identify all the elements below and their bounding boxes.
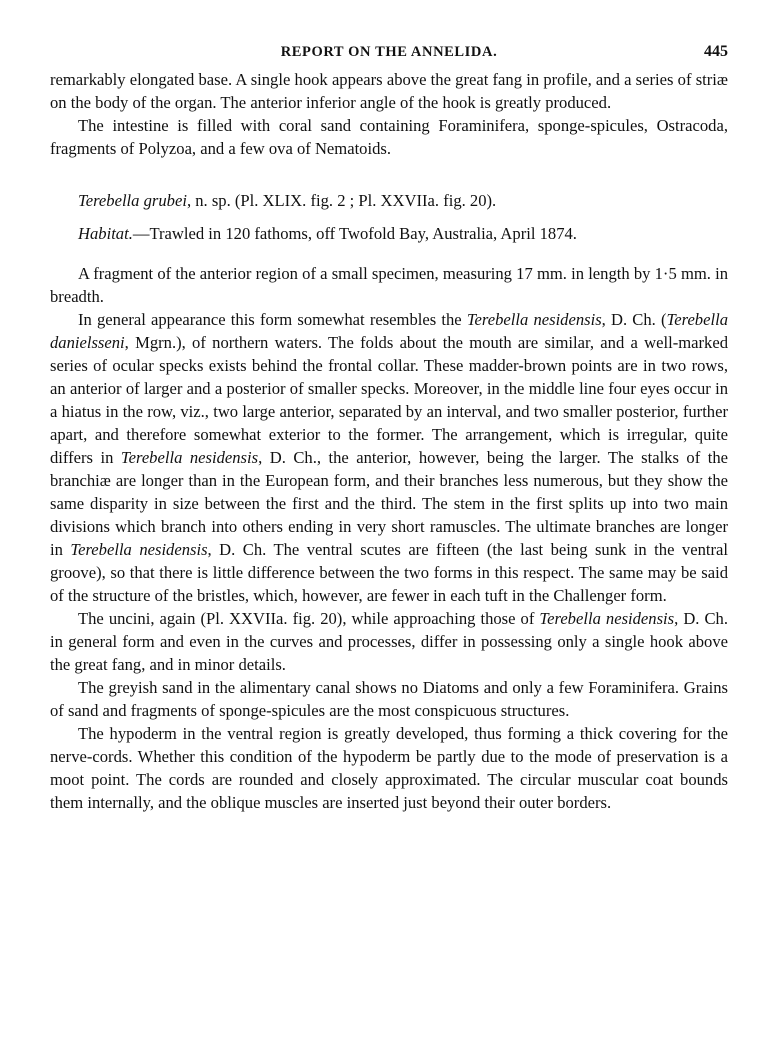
paragraph-appearance — [50, 308, 728, 607]
species-name: Terebella grubei — [78, 191, 187, 210]
species-ref: Terebella nesidensis — [120, 448, 259, 467]
paragraph-intestine: The intestine is filled with coral sand containing Foraminifera, sponge-spicules, Ostracoda, fragments of Polyzoa, and a few ova of Nematoids. — [50, 116, 728, 158]
species-ref: Terebella nesidensis — [70, 540, 208, 559]
text-run: In general appearance this form somewhat resembles the — [78, 310, 467, 329]
habitat-line — [50, 222, 728, 245]
running-title: REPORT ON THE ANNELIDA. — [280, 44, 498, 60]
habitat-label: Habitat. — [78, 224, 133, 243]
species-ref: Terebella danielsseni — [50, 310, 728, 352]
habitat-text: —Trawled in 120 fathoms, off Twofold Bay, Australia, April 1874. — [132, 224, 577, 243]
species-reference: , n. sp. (Pl. XLIX. fig. 2 ; Pl. XXVIIa. fig. 20). — [186, 191, 497, 210]
text-run: , D. Ch., the anterior, however, being the larger. The stalks of the branchiæ are longer than in the European form, and their branches less numerous, but they show the same disparity in size between the first and the third. The stem in the first splits up into two main divisions which branch into others ending in very short ramuscles. The ultimate branches are longer in — [50, 448, 729, 559]
running-header — [50, 44, 728, 68]
species-ref: Terebella nesidensis — [539, 609, 675, 628]
text-run: The uncini, again (Pl. XXVIIa. fig. 20), while approaching those of — [78, 609, 540, 628]
page-body — [50, 68, 728, 814]
text-run: , D. Ch. in general form and even in the curves and processes, differ in possessing only a single hook above the great fang, and in minor details. — [50, 609, 728, 674]
species-heading — [50, 189, 728, 212]
page-number: 445 — [704, 43, 728, 60]
text-run: , D. Ch. The ventral scutes are fifteen (the last being sunk in the ventral groove), so that there is little difference between the two forms in this respect. The same may be said of the structure of the bristles, which, however, are fewer in each tuft in the Challenger form. — [50, 540, 728, 605]
paragraph-fragment: A fragment of the anterior region of a small specimen, measuring 17 mm. in length by 1·5 mm. in breadth. — [50, 264, 728, 306]
text-run: , Mgrn.), of northern waters. The folds about the mouth are similar, and a well-marked series of ocular specks exists behind the frontal collar. These madder-brown points are in two rows, an anterior of larger and a posterior of smaller specks. Moreover, in the middle line four eyes occur in a hiatus in the row, viz., two large anterior, separated by an interval, and two smaller posterior, further apart, and therefore somewhat exterior to the former. The arrangement, which is irregular, quite differs in — [50, 333, 728, 467]
species-ref: Terebella nesidensis — [466, 310, 602, 329]
paragraph-sand: The greyish sand in the alimentary canal shows no Diatoms and only a few Foraminifera. Grains of sand and fragments of sponge-spicules are the most conspicuous structures. — [50, 678, 728, 720]
paragraph-continuation: remarkably elongated base. A single hook appears above the great fang in profile, and a series of striæ on the body of the organ. The anterior inferior angle of the hook is greatly produced. — [50, 70, 728, 112]
text-run: , D. Ch. ( — [601, 310, 667, 329]
paragraph-uncini — [50, 607, 728, 676]
paragraph-hypoderm: The hypoderm in the ventral region is greatly developed, thus forming a thick covering for the nerve-cords. Whether this condition of the hypoderm be partly due to the mode of preservation is a moot point. The cords are rounded and closely approximated. The circular muscular coat bounds them internally, and the oblique muscles are inserted just beyond their outer borders. — [50, 724, 728, 812]
